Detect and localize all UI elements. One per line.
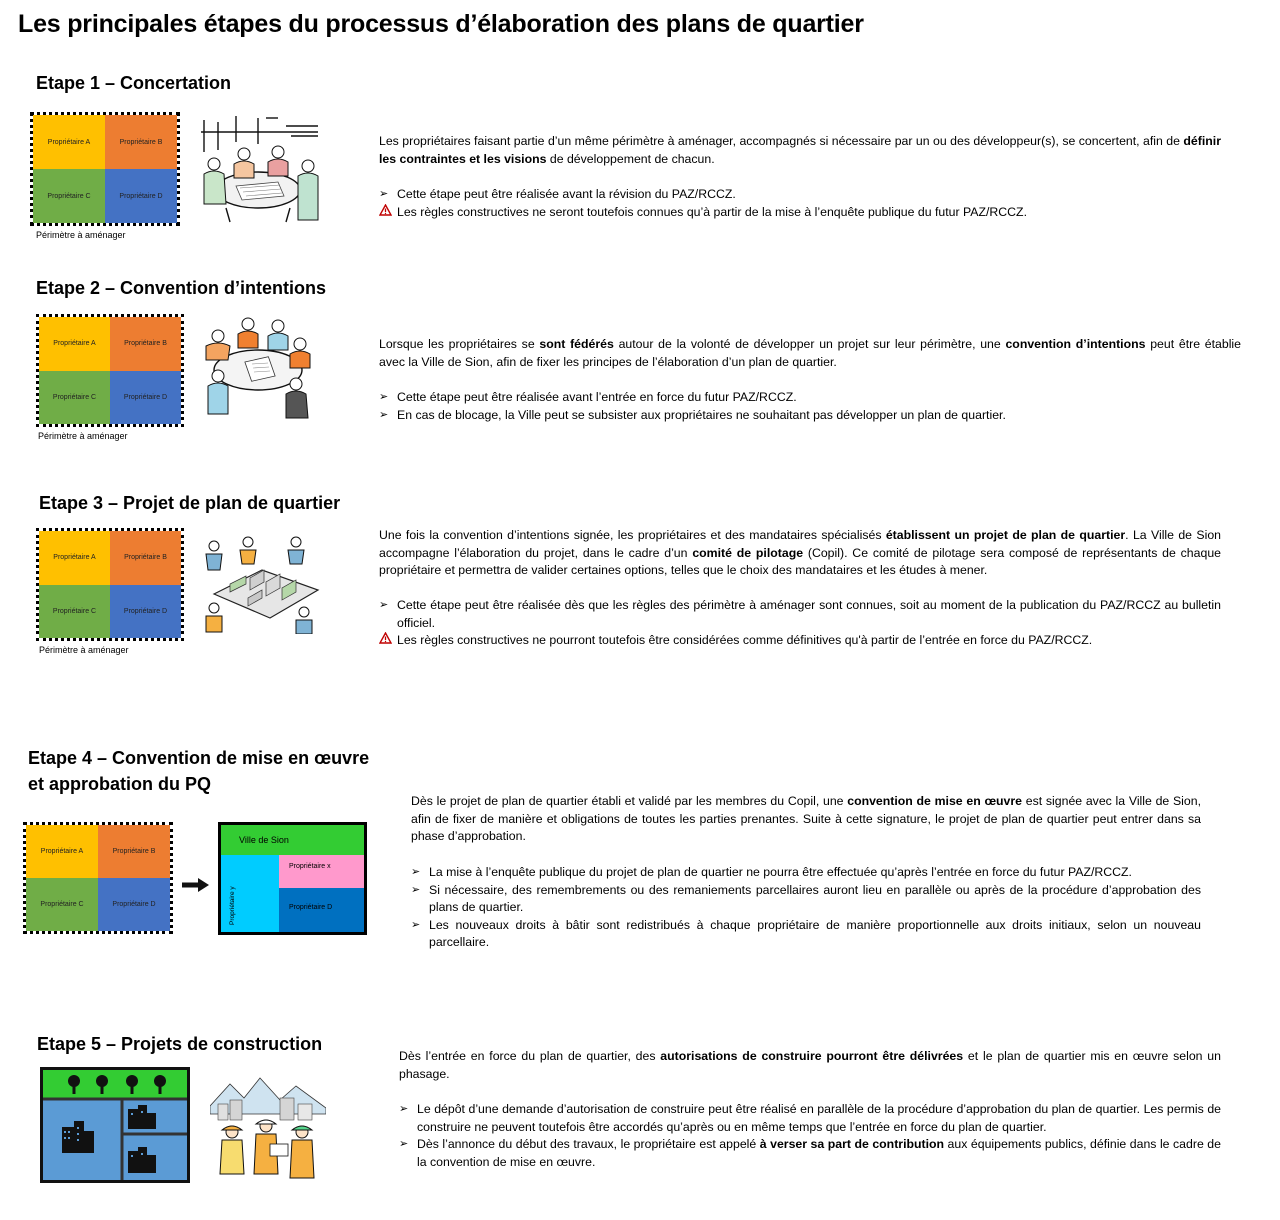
step5-bullets bbox=[399, 1101, 1221, 1171]
page-title: Les principales étapes du processus d’élaboration des plans de quartier bbox=[18, 10, 864, 38]
cell-owner-c: Propriétaire C bbox=[39, 371, 110, 425]
cell-owner-c: Propriétaire C bbox=[39, 585, 110, 639]
model-illustration bbox=[200, 534, 326, 634]
cell-owner-c: Propriétaire C bbox=[33, 169, 105, 223]
arrow-right-icon bbox=[181, 877, 211, 893]
cell-owner-b: Propriétaire B bbox=[110, 317, 181, 371]
new-parcel-plan bbox=[218, 822, 367, 935]
list-item: Les règles constructives ne pourront toutefois être considérées comme définitives qu'à partir de l’entrée en force du PAZ/RCCZ. bbox=[379, 632, 1221, 650]
ville-de-sion-parcel: Ville de Sion bbox=[221, 825, 364, 855]
list-item: ➢ Dès l’annonce du début des travaux, le propriétaire est appelé à verser sa part de contribution aux équipements publics, définie dans le cadre de la convention de mise en œuvre. bbox=[399, 1137, 1221, 1169]
step2-title: Etape 2 – Convention d’intentions bbox=[36, 278, 327, 298]
list-item: ➢ Si nécessaire, des remembrements ou des remaniements parcellaires auront lieu en parallèle ou après de la procédure d’approbation des plans de quartier. bbox=[411, 882, 1201, 915]
owner-y-label: Propriétaire y bbox=[229, 886, 236, 925]
step1-bullets bbox=[379, 186, 1221, 221]
step4-description: Dès le projet de plan de quartier établi et validé par les membres du Copil, une convention de mise en œuvre est signée avec la Ville de Sion, afin de fixer de manière et obligations de toutes les parties prenantes. Suite à cette signature, le projet de plan de quartier peut entrer dans sa phase d’approbation. bbox=[411, 794, 1202, 844]
cell-owner-b: Propriétaire B bbox=[98, 825, 170, 878]
list-item: Les règles constructives ne seront toutefois connues qu’à partir de la mise à l’enquête publique du futur PAZ/RCCZ. bbox=[379, 204, 1221, 222]
perimeter-caption: Périmètre à aménager bbox=[38, 431, 128, 441]
step4-title-line1: Etape 4 – Convention de mise en œuvre bbox=[28, 748, 370, 768]
cell-owner-a: Propriétaire A bbox=[26, 825, 98, 878]
arrow-bullet-icon: ➢ bbox=[379, 391, 389, 403]
step4-perimeter-grid bbox=[23, 822, 173, 934]
owner-d-parcel: Propriétaire D bbox=[279, 888, 364, 932]
arrow-bullet-icon: ➢ bbox=[379, 599, 389, 611]
cell-owner-a: Propriétaire A bbox=[39, 317, 110, 371]
cell-owner-d: Propriétaire D bbox=[105, 169, 177, 223]
step4-title-line2: et approbation du PQ bbox=[28, 774, 211, 794]
cell-owner-d: Propriétaire D bbox=[110, 585, 181, 639]
step3-title: Etape 3 – Projet de plan de quartier bbox=[39, 493, 341, 513]
cell-owner-b: Propriétaire B bbox=[105, 115, 177, 169]
step1-description: Les propriétaires faisant partie d’un même périmètre à aménager, accompagnés si nécessaire par un ou des développeur(s), se concertent, afin de définir les contraintes et les visions de développement de chacun. bbox=[379, 134, 1221, 166]
step2-perimeter-grid bbox=[36, 314, 184, 427]
arrow-bullet-icon: ➢ bbox=[411, 883, 421, 896]
step1-perimeter-grid bbox=[30, 112, 180, 226]
cell-owner-a: Propriétaire A bbox=[33, 115, 105, 169]
list-item: ➢ Cette étape peut être réalisée avant la révision du PAZ/RCCZ. bbox=[379, 186, 1221, 204]
arrow-bullet-icon: ➢ bbox=[411, 866, 421, 878]
list-item: ➢ Cette étape peut être réalisée avant l’entrée en force du futur PAZ/RCCZ. bbox=[379, 389, 1241, 407]
step3-bullets bbox=[379, 597, 1221, 650]
step3-perimeter-grid bbox=[36, 528, 184, 641]
arrow-bullet-icon: ➢ bbox=[379, 188, 389, 200]
cell-owner-d: Propriétaire D bbox=[110, 371, 181, 425]
construction-plan-illustration bbox=[40, 1067, 190, 1183]
owner-y-parcel bbox=[221, 855, 279, 932]
meeting-illustration bbox=[196, 112, 321, 224]
arrow-bullet-icon: ➢ bbox=[399, 1138, 409, 1151]
step5-description: Dès l’entrée en force du plan de quartier, des autorisations de construire pourront être délivrées et le plan de quartier mis en œuvre selon un phasage. bbox=[399, 1049, 1221, 1081]
step4-bullets bbox=[411, 864, 1201, 952]
step2-description: Lorsque les propriétaires se sont fédérés autour de la volonté de développer un projet sur leur périmètre, une convention d’intentions peut être établie avec la Ville de Sion, afin de fixer les principes de l’élaboration d’un plan de quartier. bbox=[379, 337, 1242, 369]
warning-icon bbox=[379, 204, 393, 223]
step3-description: Une fois la convention d’intentions signée, les propriétaires et des mandataires spécialisés établissent un projet de plan de quartier. La Ville de Sion accompagne l’élaboration du projet, dans le cadre d’un comité de pilotage (Copil). Ce comité de pilotage sera composé de représentants de chaque propriétaire et permettra de valider certaines options, telles que le choix des mandataires et les études à mener. bbox=[379, 528, 1221, 578]
arrow-bullet-icon: ➢ bbox=[411, 918, 421, 931]
arrow-bullet-icon: ➢ bbox=[399, 1103, 409, 1115]
cell-owner-b: Propriétaire B bbox=[110, 531, 181, 585]
list-item: ➢ Les nouveaux droits à bâtir sont redistribués à chaque propriétaire de manière proportionnelle aux droits initiaux, selon un nouveau parcellaire. bbox=[411, 917, 1201, 950]
step2-bullets bbox=[379, 389, 1241, 424]
builders-illustration bbox=[210, 1074, 326, 1186]
list-item: ➢ La mise à l’enquête publique du projet de plan de quartier ne pourra être effectuée qu’après l’entrée en force du futur PAZ/RCCZ. bbox=[411, 864, 1201, 882]
step5-title: Etape 5 – Projets de construction bbox=[37, 1034, 323, 1054]
owner-x-parcel: Propriétaire x bbox=[279, 855, 364, 888]
cell-owner-a: Propriétaire A bbox=[39, 531, 110, 585]
cell-owner-c: Propriétaire C bbox=[26, 878, 98, 931]
agreement-illustration bbox=[198, 314, 316, 422]
list-item: ➢ Le dépôt d’une demande d’autorisation de construire peut être réalisé en parallèle de la procédure d’approbation du plan de quartier. Les permis de construire ne peuvent toutefois être accordés qu’après ou en même temps que l’entrée en force du plan de quartier. bbox=[399, 1102, 1221, 1134]
warning-icon bbox=[379, 632, 393, 651]
list-item: ➢ En cas de blocage, la Ville peut se subsister aux propriétaires ne souhaitant pas développer un plan de quartier. bbox=[379, 407, 1241, 425]
arrow-bullet-icon: ➢ bbox=[379, 408, 389, 421]
cell-owner-d: Propriétaire D bbox=[98, 878, 170, 931]
perimeter-caption: Périmètre à aménager bbox=[36, 230, 126, 240]
list-item: ➢ Cette étape peut être réalisée dès que les règles des périmètre à aménager sont connues, soit au moment de la publication du PAZ/RCCZ au bulletin officiel. bbox=[379, 598, 1221, 630]
perimeter-caption: Périmètre à aménager bbox=[39, 645, 129, 655]
step1-title: Etape 1 – Concertation bbox=[36, 73, 232, 93]
